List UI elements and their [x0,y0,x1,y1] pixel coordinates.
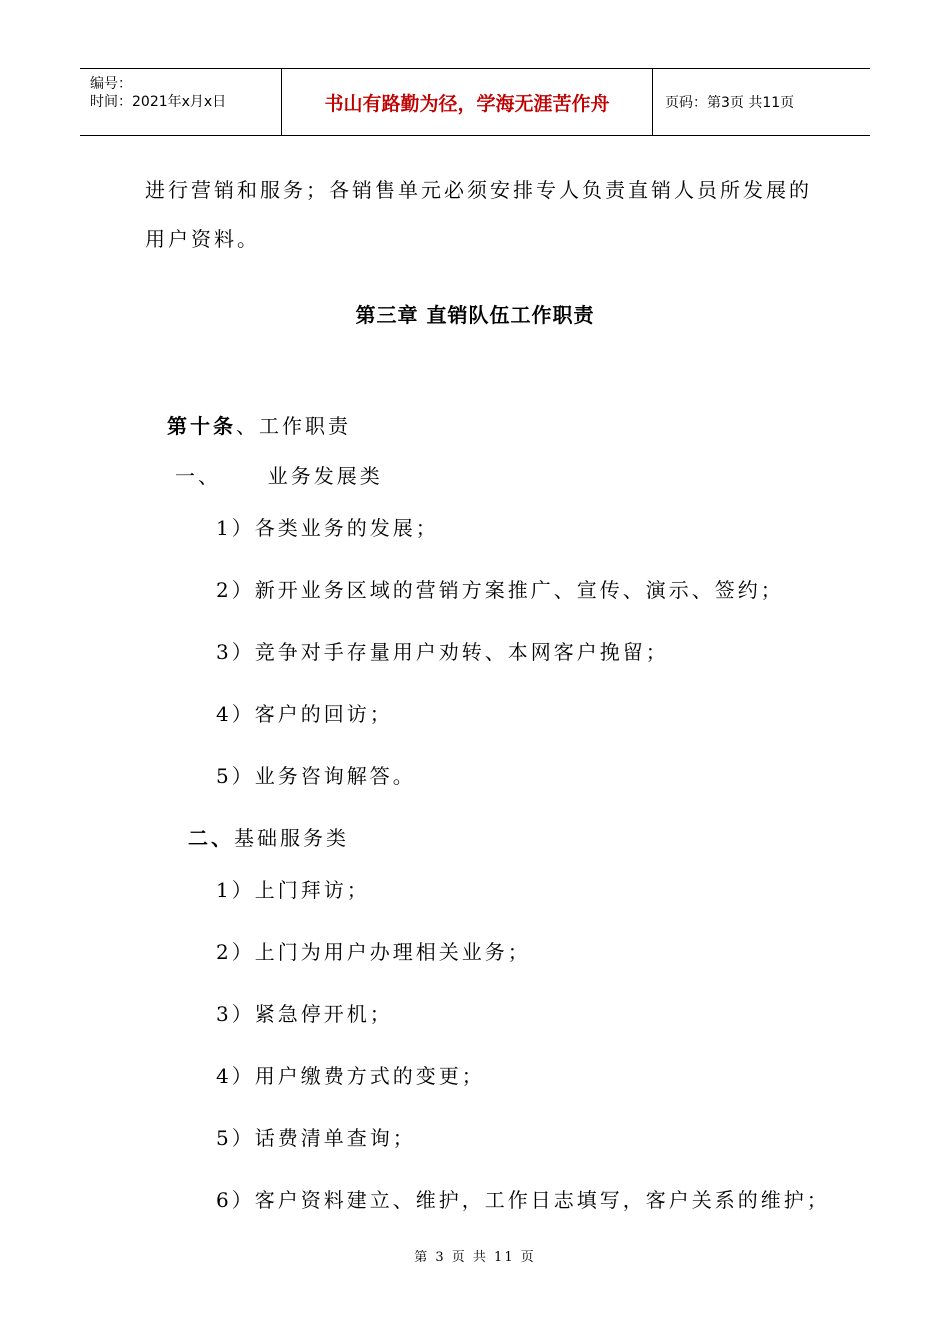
header-page-cell [653,69,870,135]
section-2-item: 1）上门拜访； [216,878,370,902]
section-2-item: 6）客户资料建立、维护，工作日志填写，客户关系的维护； [216,1188,830,1212]
chapter-title: 第三章 直销队伍工作职责 [355,303,595,327]
header-motto-cell [281,69,653,135]
intro-line-1: 进行营销和服务；各销售单元必须安排专人负责直销人员所发展的 [145,178,812,202]
section-1-item: 4）客户的回访； [216,702,393,726]
article-heading [167,410,351,439]
intro-line-2: 用户资料。 [145,227,260,251]
section-1-title: 一、 业务发展类 [175,464,383,488]
section-2-item: 5）话费清单查询； [216,1126,416,1150]
article-title: 、工作职责 [236,414,351,438]
page-header [80,68,870,136]
header-motto: 书山有路勤为径，学海无涯苦作舟 [324,92,610,115]
section-2-item: 4）用户缴费方式的变更； [216,1064,485,1088]
section-1-item: 2）新开业务区域的营销方案推广、宣传、演示、签约； [216,578,784,602]
section-1-item: 3）竞争对手存量用户劝转、本网客户挽留； [216,640,669,664]
section-1-item: 5）业务咨询解答。 [216,764,416,788]
section-2-item: 3）紧急停开机； [216,1002,393,1026]
section-2-title [188,822,349,851]
section-1-item: 1）各类业务的发展； [216,516,439,540]
header-meta-cell [80,69,281,135]
page-footer: 第 3 页 共 11 页 [414,1250,536,1265]
section-2-label: 基础服务类 [234,826,349,850]
section-2-item: 2）上门为用户办理相关业务； [216,940,531,964]
header-page-info: 页码：第3页 共11页 [665,95,795,111]
document-number-label: 编号： [90,76,132,92]
article-label: 第十条 [167,414,236,438]
document-date-label: 时间：2021年x月x日 [90,94,227,110]
section-2-number: 二、 [188,826,234,850]
